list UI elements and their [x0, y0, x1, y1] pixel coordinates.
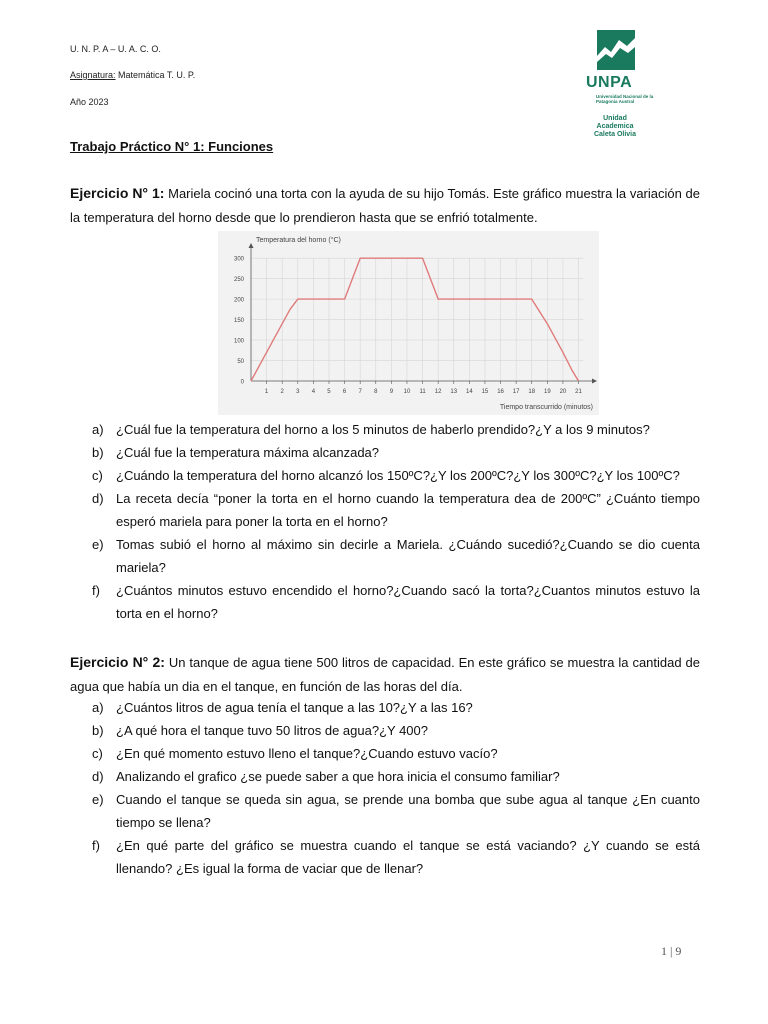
- logo-subtitle: Universidad Nacional de la Patagonia Austral: [596, 94, 654, 104]
- question-text: ¿A qué hora el tanque tuvo 50 litros de agua?¿Y 400?: [116, 723, 428, 738]
- ejercicio1-statement: [70, 181, 700, 230]
- question-letter: f): [92, 838, 100, 853]
- x-axis-arrow: [592, 379, 597, 384]
- oven-temperature-chart: [218, 231, 599, 415]
- question-letter: d): [92, 769, 104, 784]
- question-text: ¿Cuál fue la temperatura máxima alcanzada?: [116, 445, 380, 460]
- x-tick-label: 4: [311, 389, 316, 395]
- x-tick-label: 8: [374, 389, 378, 395]
- question-text: ¿En qué parte del gráfico se muestra cuando el tanque se está vaciando? ¿Y cuando se está llenando? ¿Es igual la forma de vaciar que de llenar?: [116, 838, 700, 876]
- question-letter: c): [92, 468, 103, 483]
- y-axis-arrow: [249, 243, 254, 248]
- question-item: [92, 696, 700, 719]
- question-letter: a): [92, 700, 104, 715]
- question-item: [92, 742, 700, 765]
- question-item: [92, 579, 700, 625]
- x-tick-label: 17: [512, 389, 520, 395]
- question-text: Analizando el grafico ¿se puede saber a que hora inicia el consumo familiar?: [116, 769, 560, 784]
- x-tick-label: 16: [497, 389, 504, 395]
- y-tick-label: 100: [233, 338, 244, 345]
- x-tick-label: 11: [419, 389, 426, 395]
- ejercicio1-questions: [92, 418, 700, 625]
- chart-ylabel: Temperatura del horno (°C): [256, 237, 341, 244]
- unpa-logo: [586, 30, 676, 138]
- x-tick-label: 10: [403, 389, 411, 395]
- question-letter: c): [92, 746, 103, 761]
- ejercicio2-statement: [70, 650, 700, 699]
- x-tick-label: 15: [481, 389, 489, 395]
- question-item: [92, 533, 700, 579]
- question-item: [92, 834, 700, 880]
- question-letter: e): [92, 792, 104, 807]
- y-tick-label: 300: [233, 256, 244, 263]
- question-letter: d): [92, 491, 104, 506]
- x-tick-label: 14: [466, 389, 473, 395]
- question-item: [92, 441, 700, 464]
- x-tick-label: 19: [543, 389, 551, 395]
- y-tick-label: 150: [233, 318, 244, 325]
- question-text: La receta decía “poner la torta en el horno cuando la temperatura dea de 200ºC” ¿Cuánto tiempo esperó mariela para poner la torta en el horno?: [116, 491, 700, 529]
- question-letter: e): [92, 537, 104, 552]
- asignatura-value: Matemática T. U. P.: [115, 70, 196, 80]
- ejercicio1-text: Mariela cocinó una torta con la ayuda de su hijo Tomás. Este gráfico muestra la variación de la temperatura del horno desde que lo prendieron hasta que se enfrió totalmente.: [70, 186, 700, 225]
- question-text: ¿Cuántos minutos estuvo encendido el horno?¿Cuando sacó la torta?¿Cuantos minutos estuvo la torta en el horno?: [116, 583, 700, 621]
- question-item: [92, 788, 700, 834]
- ejercicio2-text: Un tanque de agua tiene 500 litros de capacidad. En este gráfico se muestra la cantidad de agua que había un dia en el tanque, en función de las horas del día.: [70, 655, 700, 694]
- x-tick-label: 9: [389, 389, 394, 395]
- question-letter: a): [92, 422, 104, 437]
- asignatura-label: Asignatura:: [70, 70, 116, 80]
- question-item: [92, 719, 700, 742]
- ejercicio2-label: Ejercicio N° 2:: [70, 654, 165, 670]
- question-text: Tomas subió el horno al máximo sin decirle a Mariela. ¿Cuándo sucedió?¿Cuando se dio cuenta mariela?: [116, 537, 700, 575]
- mountain-logo-icon: [597, 30, 635, 70]
- question-text: ¿Cuántos litros de agua tenía el tanque a las 10?¿Y a las 16?: [116, 700, 473, 715]
- x-tick-label: 6: [342, 389, 347, 395]
- question-item: [92, 765, 700, 788]
- page-title: Trabajo Práctico N° 1: Funciones: [70, 139, 274, 154]
- x-tick-label: 7: [358, 389, 362, 395]
- chart-xlabel: Tiempo transcurrido (minutos): [499, 404, 593, 411]
- ejercicio1-label: Ejercicio N° 1:: [70, 185, 165, 201]
- question-letter: b): [92, 445, 104, 460]
- x-tick-label: 2: [280, 389, 284, 395]
- y-tick-label: 200: [233, 297, 244, 304]
- ejercicio2-questions: [92, 696, 700, 880]
- y-tick-label: 0: [240, 379, 244, 386]
- x-tick-label: 20: [559, 389, 567, 395]
- header-line1: U. N. P. A – U. A. C. O.: [70, 44, 161, 54]
- x-tick-label: 5: [327, 389, 331, 395]
- y-tick-label: 50: [237, 359, 244, 366]
- question-text: ¿Cuándo la temperatura del horno alcanzó los 150ºC?¿Y los 200ºC?¿Y los 300ºC?¿Y los 100ºC?: [116, 468, 680, 483]
- page-number: 1 | 9: [661, 944, 682, 958]
- question-item: [92, 418, 700, 441]
- question-letter: f): [92, 583, 100, 598]
- logo-name: UNPA: [586, 74, 633, 91]
- question-text: ¿Cuál fue la temperatura del horno a los 5 minutos de haberlo prendido?¿Y a los 9 minutos?: [116, 422, 650, 437]
- question-text: ¿En qué momento estuvo lleno el tanque?¿Cuando estuvo vacío?: [116, 746, 498, 761]
- x-tick-label: 18: [528, 389, 536, 395]
- header-asignatura: [70, 70, 195, 80]
- x-tick-label: 12: [434, 389, 442, 395]
- header-year: Año 2023: [70, 97, 109, 107]
- y-tick-label: 250: [233, 277, 244, 284]
- logo-unit: Unidad Academica Caleta Olivia: [593, 115, 637, 138]
- question-letter: b): [92, 723, 104, 738]
- question-item: [92, 487, 700, 533]
- question-text: Cuando el tanque se queda sin agua, se prende una bomba que sube agua al tanque ¿En cuanto tiempo se llena?: [116, 792, 700, 830]
- x-tick-label: 1: [264, 389, 269, 395]
- x-tick-label: 21: [575, 389, 582, 395]
- x-tick-label: 3: [296, 389, 300, 395]
- question-item: [92, 464, 700, 487]
- x-tick-label: 13: [450, 389, 458, 395]
